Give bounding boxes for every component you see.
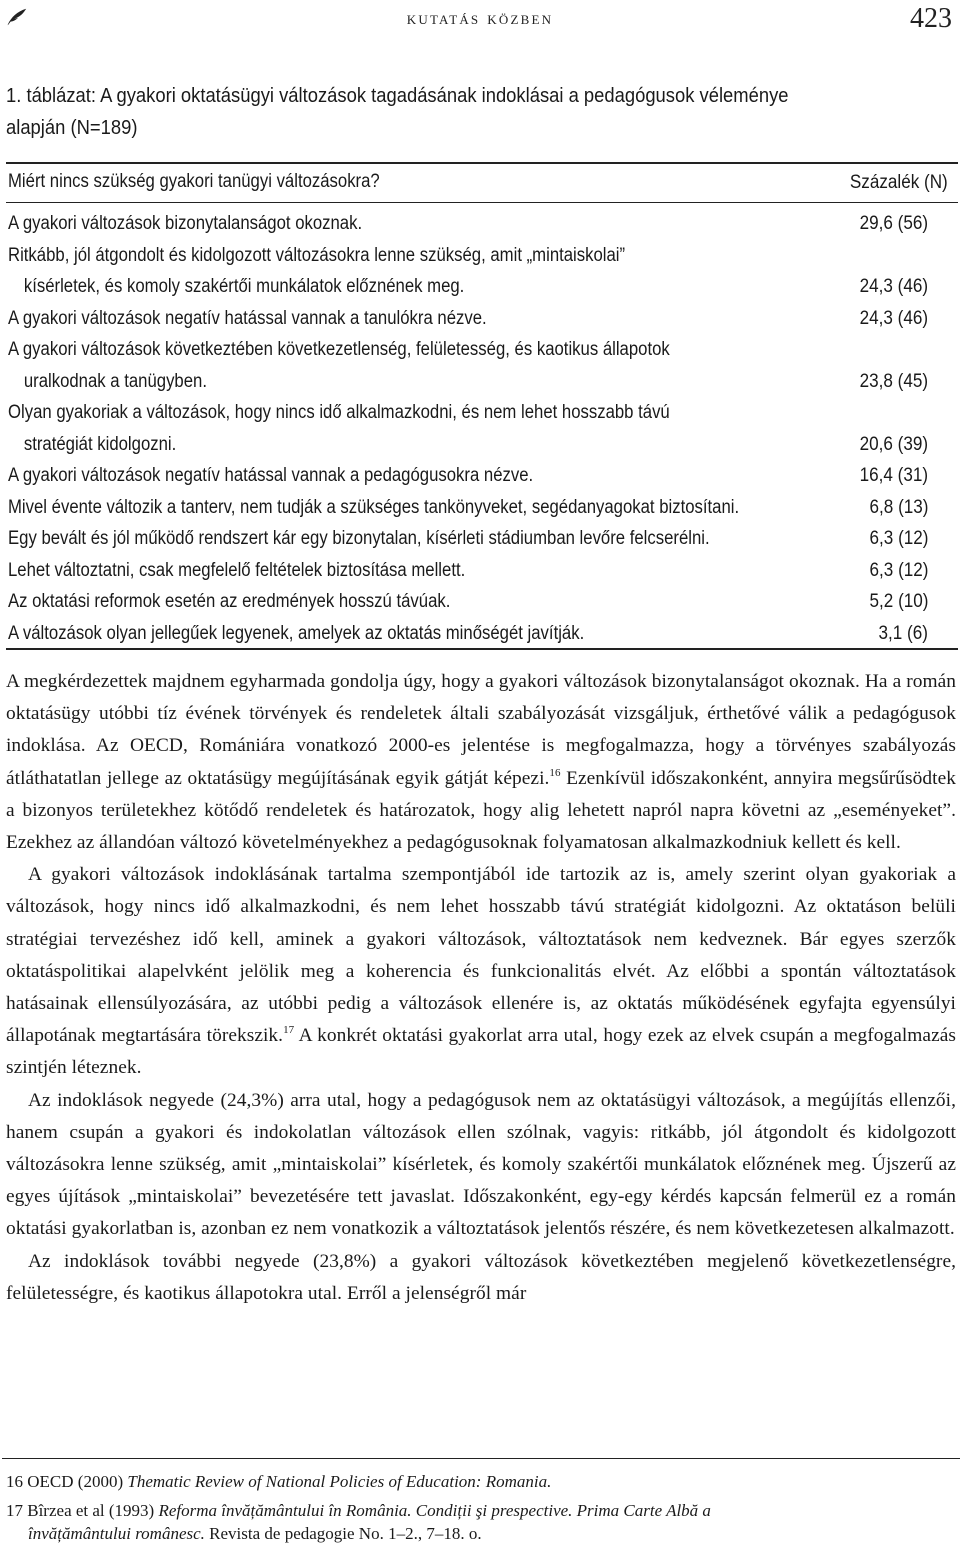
paragraph: Az indoklások negyede (24,3%) arra utal, hogy a pedagógusok nem az oktatásügyi változások, a megújítás ellenzői, hanem csupán a gyakori és indokolatlan változások ellen szólnak, vagyis: ritkább, jól átgondolt és kidolgozott változásokra lenne szükség, amit „mintaiskolai” kísérletek, és komoly szakértői munkálatok előznének meg. Újszerű az egyes újítások „mintaiskolai” bevezetésére tett javaslat. Időszakonként, egy-egy kérdés kapcsán felmerül ez a román oktatási gyakorlatban is, azonban ez nem vonatkozik a változtatások jelentős részére, és nem következetesen alkalmazott. xyxy=(6,1089,956,1240)
column-header-value: Százalék (N) xyxy=(850,171,948,193)
footnote-ref[interactable]: 17 xyxy=(283,1024,295,1037)
table-row xyxy=(6,523,958,555)
row-label: Mivel évente változik a tanterv, nem tudják a szükséges tankönyveket, segédanyagokat biztosítani. xyxy=(8,496,740,518)
footnote-17: 17 Bîrzea et al (1993) Reforma învățământului în România. Condiții şi prespective. Prima Carte Albă a învățământului românesc. Revista de pedagogie No. 1–2., 7–18. o. xyxy=(6,1501,711,1543)
row-label: Olyan gyakoriak a változások, hogy nincs idő alkalmazkodni, és nem lehet hosszabb távú xyxy=(8,402,670,423)
running-title: kutatás közben xyxy=(406,8,554,29)
paragraph: A megkérdezettek majdnem egyharmada gondolja úgy, hogy a gyakori változások bizonytalanságot okoznak. Ha a román oktatásügy utóbbi tíz évének törvények és rendeletek általi szabályozását vizsgáljuk, érthetővé válik a pedagógusok indoklása. Az OECD, Romániára vonatkozó 2000-es jelentése is megfogalmazza, hogy a törvényes szabályozás átláthatatlan jellege az oktatásügy megújításának egyik gátját képezi.$^{16}$ Ezenkívül időszakonként, annyira megsűrűsödtek a bizonyos területekhez kötődő rendeletek és határozatok, hogy alig lehetett napról napra követni az „eseményeket”. Ezekhez az állandóan változó követelményekhez a pedagógusoknak folyamatosan alkalmazkodniuk kellett és kell. xyxy=(6,671,956,854)
column-header-question: Miért nincs szükség gyakori tanügyi változásokra? xyxy=(8,171,380,192)
row-value: 5,2 (10) xyxy=(869,591,928,612)
table-top-rule xyxy=(6,162,958,164)
page-header xyxy=(0,0,960,40)
table-row xyxy=(6,208,958,240)
table-row xyxy=(6,303,958,335)
table-row xyxy=(6,240,958,303)
table-row xyxy=(6,397,958,460)
table-caption xyxy=(6,80,949,144)
row-value: 6,8 (13) xyxy=(869,496,928,518)
row-value: 3,1 (6) xyxy=(878,622,928,644)
table-row xyxy=(6,618,958,650)
table-header-row xyxy=(6,166,958,198)
page-number: 423 xyxy=(910,3,952,34)
row-value: 29,6 (56) xyxy=(859,213,928,234)
row-value: 6,3 (12) xyxy=(869,559,928,581)
row-label: uralkodnak a tanügyben. xyxy=(23,370,207,392)
footnote-ref[interactable]: 16 xyxy=(549,766,561,779)
row-label: A változások olyan jellegűek legyenek, amelyek az oktatás minőségét javítják. xyxy=(8,622,585,644)
row-value: 24,3 (46) xyxy=(859,307,928,329)
row-label: A gyakori változások negatív hatással vannak a pedagógusokra nézve. xyxy=(8,465,534,486)
footnote-16: 16 OECD (2000) Thematic Review of National Policies of Education: Romania. xyxy=(6,1472,552,1491)
row-label: stratégiát kidolgozni. xyxy=(23,433,177,455)
row-label: Az oktatási reformok esetén az eredmények hosszú távúak. xyxy=(8,591,451,612)
caption-line: 1. táblázat: A gyakori oktatásügyi változások tagadásának indoklásai a pedagógusok véleménye xyxy=(6,85,789,107)
paragraph: Az indoklások további negyede (23,8%) a gyakori változások következtében megjelenő következetlenségre, felületességre, és kaotikus állapotokra utal. Erről a jelenségről már xyxy=(6,1250,956,1304)
row-value: 23,8 (45) xyxy=(859,370,928,392)
row-label: Egy bevált és jól működő rendszert kár egy bizonytalan, kísérleti stádiumban levőre felcserélni. xyxy=(8,528,710,549)
row-value: 24,3 (46) xyxy=(859,276,928,297)
paragraph: A gyakori változások indoklásának tartalma szempontjából ide tartozik az is, amely szerint olyan gyakoriak a változások, hogy nincs idő alkalmazkodni, és nem lehet hosszabb távú stratégiát kidolgozni. Az oktatáson belüli stratégiai tervezéshez idő kell, aminek a gyakori változások, változtatások nem kedveznek. Bár egyes szerzők oktatáspolitikai alapelvként jelölik meg a koherencia és funkcionalitás elvét. Az előbbi a spontán változtatások hatásainak ellensúlyozására, az utóbbi pedig a változások ellenére is, az oktatás működésének egyfajta egyensúlyi állapotának megtartására törekszik.$^{17}$ A konkrét oktatási gyakorlat arra utal, hogy ezek az elvek csupán a megfogalmazás szintjén léteznek. xyxy=(6,864,956,1079)
row-value: 20,6 (39) xyxy=(859,433,928,455)
footnotes xyxy=(6,1470,956,1551)
row-label: A gyakori változások bizonytalanságot okoznak. xyxy=(8,213,363,234)
row-label: A gyakori változások negatív hatással vannak a tanulókra nézve. xyxy=(8,307,487,329)
table-row xyxy=(6,460,958,492)
row-label: Lehet változtatni, csak megfelelő feltételek biztosítása mellett. xyxy=(8,559,466,581)
row-label: Ritkább, jól átgondolt és kidolgozott változásokra lenne szükség, amit „mintaiskolai” xyxy=(8,244,626,266)
table-row xyxy=(6,586,958,618)
row-value: 6,3 (12) xyxy=(869,528,928,549)
row-value: 16,4 (31) xyxy=(859,465,928,486)
table-row xyxy=(6,492,958,524)
table-header-rule xyxy=(6,202,958,203)
article-body xyxy=(6,666,956,1310)
caption-line: alapján (N=189) xyxy=(6,117,138,139)
row-label: kísérletek, és komoly szakértői munkálatok előznének meg. xyxy=(23,276,465,297)
footnote-divider xyxy=(2,1458,960,1459)
table-bottom-rule xyxy=(6,648,958,650)
row-label: A gyakori változások következtében következetlenség, felületesség, és kaotikus állapotok xyxy=(8,339,670,360)
table-row xyxy=(6,555,958,587)
table-row xyxy=(6,334,958,397)
